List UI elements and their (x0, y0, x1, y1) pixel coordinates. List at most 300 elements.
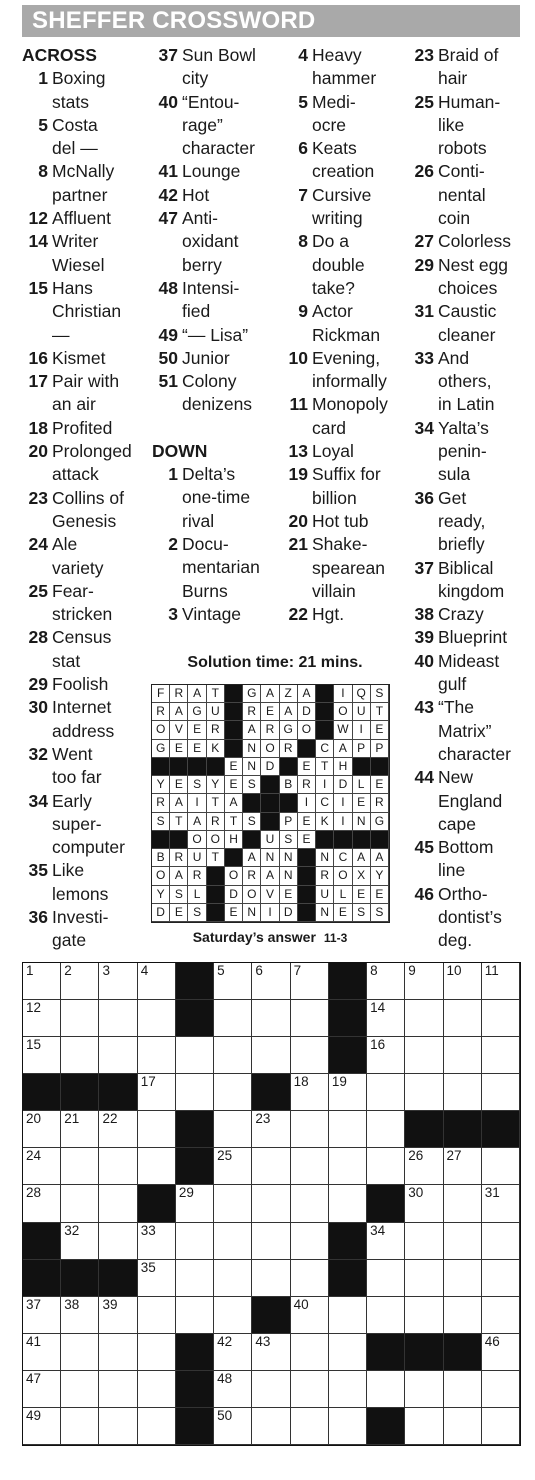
answer-black-cell (207, 867, 225, 885)
grid-cell[interactable] (138, 963, 176, 1000)
grid-cell[interactable] (482, 1037, 520, 1074)
grid-cell[interactable] (23, 963, 61, 1000)
answer-black-cell (298, 849, 316, 867)
grid-cell[interactable] (138, 1111, 176, 1148)
cell-number: 35 (140, 1259, 156, 1275)
grid-cell[interactable] (252, 1000, 290, 1037)
cell-number: 32 (64, 1222, 80, 1238)
answer-cell: V (261, 886, 279, 904)
answer-cell: B (152, 849, 170, 867)
grid-cell[interactable] (23, 1371, 61, 1408)
answer-cell: S (188, 776, 206, 794)
clue-number: 16 (28, 347, 48, 368)
clue (282, 603, 410, 626)
grid-cell[interactable] (214, 1371, 252, 1408)
grid-cell[interactable] (23, 1408, 61, 1445)
grid-cell[interactable] (61, 1297, 99, 1334)
clue-number: 26 (414, 161, 434, 182)
grid-cell[interactable] (176, 1223, 214, 1260)
clue-text: Writer Wiesel (52, 231, 105, 275)
grid-cell[interactable] (482, 963, 520, 1000)
grid-cell[interactable] (444, 1223, 482, 1260)
grid-cell[interactable] (214, 1111, 252, 1148)
clue-number: 48 (158, 277, 178, 298)
clue-number: 37 (414, 557, 434, 578)
cell-number: 8 (370, 963, 378, 978)
clue-number: 25 (28, 580, 48, 601)
grid-cell[interactable] (214, 1000, 252, 1037)
answer-cell: A (188, 813, 206, 831)
grid-cell[interactable] (214, 1148, 252, 1185)
grid-cell[interactable] (367, 1371, 405, 1408)
grid-cell[interactable] (291, 1297, 329, 1334)
clue-number: 4 (298, 45, 308, 65)
grid-cell[interactable] (61, 1371, 99, 1408)
grid-cell[interactable] (61, 1000, 99, 1037)
clue (22, 160, 150, 207)
grid-cell[interactable] (405, 1148, 443, 1185)
grid-cell[interactable] (444, 963, 482, 1000)
answer-cell: H (334, 758, 352, 776)
answer-cell: D (334, 776, 352, 794)
grid-cell[interactable] (405, 1371, 443, 1408)
grid-cell[interactable] (138, 1408, 176, 1445)
grid-cell[interactable] (252, 963, 290, 1000)
clue-number: 10 (288, 347, 308, 368)
grid-cell[interactable] (214, 1074, 252, 1111)
grid-cell[interactable] (214, 1297, 252, 1334)
grid-cell[interactable] (99, 963, 137, 1000)
cell-number: 16 (370, 1037, 386, 1053)
grid-cell[interactable] (176, 1074, 214, 1111)
grid-cell[interactable] (176, 1185, 214, 1222)
cell-number: 40 (293, 1296, 309, 1312)
answer-cell: E (280, 886, 298, 904)
clue-number: 5 (298, 91, 308, 112)
grid-cell[interactable] (176, 1260, 214, 1297)
answer-cell: E (298, 831, 316, 849)
answer-black-cell (207, 886, 225, 904)
grid-cell[interactable] (444, 1074, 482, 1111)
clue (22, 743, 150, 790)
grid-cell[interactable] (291, 1371, 329, 1408)
black-square (329, 1223, 367, 1260)
grid-cell[interactable] (329, 1111, 367, 1148)
grid-cell[interactable] (23, 1037, 61, 1074)
grid-cell[interactable] (23, 1334, 61, 1371)
answer-black-cell (207, 758, 225, 776)
answer-cell: T (316, 758, 334, 776)
grid-cell[interactable] (61, 1037, 99, 1074)
grid-cell[interactable] (329, 1408, 367, 1445)
grid-cell[interactable] (444, 1148, 482, 1185)
cell-number: 10 (446, 963, 462, 978)
answer-cell: G (152, 740, 170, 758)
grid-cell[interactable] (138, 1334, 176, 1371)
crossword-grid (22, 962, 521, 1446)
answer-cell: T (207, 849, 225, 867)
grid-cell[interactable] (99, 1185, 137, 1222)
answer-cell: K (316, 813, 334, 831)
answer-black-cell (334, 831, 352, 849)
answer-cell: A (170, 867, 188, 885)
answer-cell: A (225, 794, 243, 812)
answer-black-cell (261, 794, 279, 812)
grid-cell[interactable] (252, 1223, 290, 1260)
grid-cell[interactable] (23, 1185, 61, 1222)
grid-cell[interactable] (61, 1185, 99, 1222)
clue-number: 50 (158, 347, 178, 368)
grid-cell[interactable] (99, 1408, 137, 1445)
grid-cell[interactable] (405, 1260, 443, 1297)
grid-cell[interactable] (329, 1371, 367, 1408)
previous-answer-grid (151, 684, 390, 923)
grid-cell[interactable] (61, 1334, 99, 1371)
across-heading: ACROSS (22, 45, 97, 65)
grid-cell[interactable] (482, 1185, 520, 1222)
grid-cell[interactable] (23, 1000, 61, 1037)
clue (282, 91, 410, 138)
grid-cell[interactable] (252, 1260, 290, 1297)
grid-cell[interactable] (367, 1000, 405, 1037)
grid-cell[interactable] (444, 1000, 482, 1037)
grid-cell[interactable] (367, 1037, 405, 1074)
grid-cell[interactable] (444, 1371, 482, 1408)
black-square (367, 1185, 405, 1222)
clue-number: 8 (38, 161, 48, 182)
answer-black-cell (243, 794, 261, 812)
answer-cell: R (280, 740, 298, 758)
clue (22, 790, 150, 860)
clue (22, 626, 150, 673)
grid-cell[interactable] (444, 1185, 482, 1222)
grid-cell[interactable] (367, 1148, 405, 1185)
answer-cell: N (243, 740, 261, 758)
clue-text: Monopoly card (312, 394, 388, 438)
grid-cell[interactable] (61, 1111, 99, 1148)
clue (152, 463, 292, 533)
grid-cell[interactable] (99, 1334, 137, 1371)
grid-cell[interactable] (367, 1223, 405, 1260)
answer-cell: A (261, 867, 279, 885)
grid-cell[interactable] (367, 963, 405, 1000)
answer-cell: E (188, 721, 206, 739)
grid-cell[interactable] (482, 1074, 520, 1111)
clue-text: Cursive writing (312, 184, 372, 229)
clue (22, 673, 150, 696)
clue-number: 9 (298, 301, 308, 322)
black-square (138, 1185, 176, 1222)
clue (22, 580, 150, 627)
clue-text: Delta’s one-time rival (182, 464, 251, 531)
answer-cell: E (353, 886, 371, 904)
answer-cell: A (170, 703, 188, 721)
clue-text: Hgt. (312, 604, 345, 625)
grid-cell[interactable] (444, 1408, 482, 1445)
grid-cell[interactable] (138, 1000, 176, 1037)
grid-cell[interactable] (61, 1223, 99, 1260)
grid-cell[interactable] (482, 1260, 520, 1297)
grid-cell[interactable] (138, 1148, 176, 1185)
grid-cell[interactable] (214, 1408, 252, 1445)
answer-cell: A (298, 685, 316, 703)
grid-cell[interactable] (405, 1185, 443, 1222)
black-square (444, 1111, 482, 1148)
grid-cell[interactable] (329, 1334, 367, 1371)
grid-cell[interactable] (252, 1148, 290, 1185)
clue (408, 347, 533, 417)
answer-black-cell (225, 685, 243, 703)
answer-cell: O (225, 867, 243, 885)
grid-cell[interactable] (329, 1148, 367, 1185)
answer-black-cell (170, 831, 188, 849)
answer-black-cell (298, 886, 316, 904)
answer-cell: O (152, 867, 170, 885)
clue (282, 137, 410, 184)
cell-number: 11 (484, 963, 499, 978)
grid-cell[interactable] (291, 1000, 329, 1037)
grid-cell[interactable] (214, 963, 252, 1000)
grid-cell[interactable] (138, 1037, 176, 1074)
cell-number: 2 (64, 963, 72, 978)
answer-cell: R (371, 794, 389, 812)
black-square (252, 1074, 290, 1111)
grid-cell[interactable] (176, 1297, 214, 1334)
grid-cell[interactable] (99, 1223, 137, 1260)
clue-text: Profited (52, 417, 113, 438)
clue-text: Conti- nental coin (438, 161, 486, 229)
answer-date: 11-3 (323, 931, 348, 945)
cell-number: 41 (26, 1333, 42, 1349)
grid-cell[interactable] (482, 1223, 520, 1260)
clue-number: 27 (414, 231, 434, 252)
grid-cell[interactable] (23, 1111, 61, 1148)
answer-cell: E (353, 794, 371, 812)
clue-number: 17 (28, 371, 48, 392)
grid-cell[interactable] (482, 1408, 520, 1445)
grid-cell[interactable] (252, 1408, 290, 1445)
cell-number: 19 (331, 1074, 347, 1090)
clue-text: Census stat (52, 627, 112, 671)
answer-cell: N (243, 758, 261, 776)
clue-text: Collins of Genesis (52, 487, 124, 531)
grid-cell[interactable] (138, 1223, 176, 1260)
clue-number: 29 (28, 674, 48, 695)
answer-cell: E (225, 904, 243, 922)
clue (408, 603, 533, 626)
grid-cell[interactable] (138, 1297, 176, 1334)
cell-number: 15 (26, 1037, 42, 1053)
grid-cell[interactable] (176, 1037, 214, 1074)
clue-number: 18 (28, 417, 48, 438)
grid-cell[interactable] (329, 1074, 367, 1111)
grid-cell[interactable] (405, 1037, 443, 1074)
grid-cell[interactable] (329, 1185, 367, 1222)
cell-number: 27 (446, 1148, 462, 1164)
answer-cell: R (243, 703, 261, 721)
clue-number: 44 (414, 767, 434, 788)
answer-cell: S (152, 813, 170, 831)
grid-cell[interactable] (214, 1037, 252, 1074)
grid-cell[interactable] (138, 1371, 176, 1408)
clue-text: Boxing stats (52, 68, 106, 112)
clue (22, 533, 150, 580)
answer-black-cell (243, 831, 261, 849)
grid-cell[interactable] (444, 1297, 482, 1334)
black-square (176, 963, 214, 1000)
clue (408, 836, 533, 883)
grid-cell[interactable] (482, 1371, 520, 1408)
clue (282, 393, 410, 440)
cell-number: 49 (26, 1407, 42, 1423)
clue (22, 230, 150, 277)
clue (282, 347, 410, 394)
black-square (23, 1074, 61, 1111)
cell-number: 21 (64, 1111, 80, 1127)
grid-cell[interactable] (291, 1148, 329, 1185)
grid-cell[interactable] (138, 1074, 176, 1111)
grid-cell[interactable] (291, 963, 329, 1000)
grid-cell[interactable] (444, 1037, 482, 1074)
answer-cell: C (334, 849, 352, 867)
answer-cell: I (261, 904, 279, 922)
answer-cell: I (334, 685, 352, 703)
answer-cell: C (316, 740, 334, 758)
grid-cell[interactable] (61, 963, 99, 1000)
grid-cell[interactable] (61, 1148, 99, 1185)
grid-cell[interactable] (252, 1185, 290, 1222)
answer-cell: R (170, 685, 188, 703)
grid-cell[interactable] (329, 1297, 367, 1334)
grid-cell[interactable] (99, 1148, 137, 1185)
answer-cell: N (243, 904, 261, 922)
grid-cell[interactable] (214, 1334, 252, 1371)
answer-black-cell (316, 831, 334, 849)
grid-cell[interactable] (367, 1074, 405, 1111)
clue (22, 347, 150, 370)
grid-cell[interactable] (405, 1408, 443, 1445)
clue-text: “Entou- rage” character (182, 91, 255, 159)
answer-cell: Q (353, 685, 371, 703)
cell-number: 22 (102, 1111, 118, 1127)
clue-number: 15 (28, 277, 48, 298)
clue-number: 3 (168, 603, 178, 624)
grid-cell[interactable] (405, 1223, 443, 1260)
clue-text: Colony denizens (182, 371, 253, 415)
clue-text: Yalta’s penin- sula (438, 417, 489, 485)
clue-text: Foolish (52, 674, 109, 695)
answer-cell: Y (152, 886, 170, 904)
grid-cell[interactable] (444, 1260, 482, 1297)
grid-cell[interactable] (367, 1260, 405, 1297)
clue (408, 160, 533, 230)
clue-number: 20 (288, 510, 308, 531)
clue-number: 22 (288, 604, 308, 625)
cell-number: 25 (217, 1148, 233, 1164)
grid-cell[interactable] (99, 1000, 137, 1037)
answer-cell: D (152, 904, 170, 922)
grid-cell[interactable] (252, 1371, 290, 1408)
grid-cell[interactable] (482, 1000, 520, 1037)
grid-cell[interactable] (138, 1260, 176, 1297)
grid-cell[interactable] (482, 1148, 520, 1185)
grid-cell[interactable] (214, 1185, 252, 1222)
black-square (482, 1111, 520, 1148)
grid-cell[interactable] (252, 1111, 290, 1148)
clue-text: Vintage (182, 603, 242, 624)
black-square (329, 1037, 367, 1074)
grid-cell[interactable] (252, 1334, 290, 1371)
grid-cell[interactable] (367, 1297, 405, 1334)
grid-cell[interactable] (291, 1334, 329, 1371)
clue-text: Bottom line (438, 837, 494, 881)
grid-cell[interactable] (214, 1260, 252, 1297)
clue (152, 533, 292, 603)
grid-cell[interactable] (99, 1297, 137, 1334)
grid-cell[interactable] (482, 1297, 520, 1334)
clue-text: Evening, informally (312, 347, 387, 392)
answer-cell: U (207, 703, 225, 721)
grid-cell[interactable] (23, 1297, 61, 1334)
grid-cell[interactable] (291, 1223, 329, 1260)
grid-cell[interactable] (214, 1223, 252, 1260)
clue (408, 487, 533, 557)
clue-number: 38 (414, 604, 434, 625)
answer-cell: G (243, 685, 261, 703)
answer-cell: L (334, 886, 352, 904)
grid-cell[interactable] (23, 1148, 61, 1185)
grid-cell[interactable] (291, 1408, 329, 1445)
clue-number: 20 (28, 441, 48, 462)
answer-cell: V (170, 721, 188, 739)
clue-text: Lounge (182, 161, 241, 182)
grid-cell[interactable] (405, 1297, 443, 1334)
grid-cell[interactable] (291, 1185, 329, 1222)
answer-cell: A (243, 721, 261, 739)
clue (22, 906, 150, 953)
grid-cell[interactable] (291, 1111, 329, 1148)
answer-black-cell (353, 758, 371, 776)
answer-cell: Y (371, 867, 389, 885)
black-square (329, 963, 367, 1000)
clue-number: 36 (414, 487, 434, 508)
answer-cell: E (298, 758, 316, 776)
answer-black-cell (280, 794, 298, 812)
grid-cell[interactable] (405, 1074, 443, 1111)
grid-cell[interactable] (367, 1111, 405, 1148)
clue (152, 324, 292, 347)
grid-cell[interactable] (405, 963, 443, 1000)
grid-cell[interactable] (99, 1037, 137, 1074)
grid-cell[interactable] (291, 1074, 329, 1111)
clue-number: 12 (28, 208, 48, 229)
cell-number: 37 (26, 1296, 42, 1312)
grid-cell[interactable] (291, 1037, 329, 1074)
clue-text: Ortho- dontist’s deg. (438, 883, 502, 951)
clue-column-2 (152, 44, 292, 626)
grid-cell[interactable] (405, 1000, 443, 1037)
previous-answer-label (150, 929, 390, 945)
clue-number: 49 (158, 324, 178, 345)
grid-cell[interactable] (99, 1371, 137, 1408)
grid-cell[interactable] (291, 1260, 329, 1297)
clue (408, 300, 533, 347)
answer-black-cell (188, 758, 206, 776)
grid-cell[interactable] (482, 1334, 520, 1371)
grid-cell[interactable] (61, 1408, 99, 1445)
grid-cell[interactable] (252, 1037, 290, 1074)
grid-cell[interactable] (99, 1111, 137, 1148)
